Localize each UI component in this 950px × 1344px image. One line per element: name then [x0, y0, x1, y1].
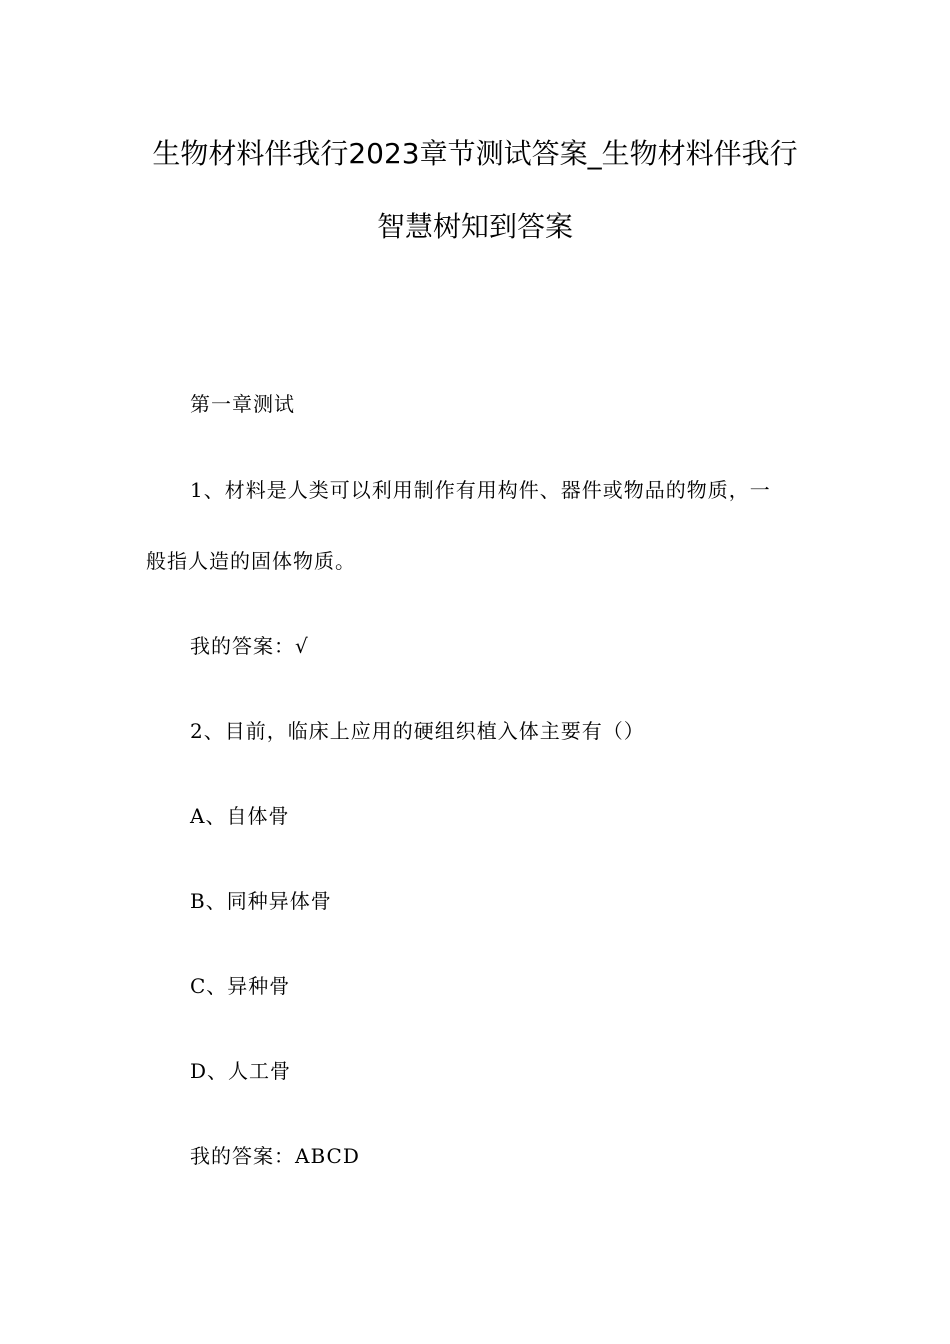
question-2-option-b: B、同种异体骨	[190, 889, 332, 913]
chapter-heading: 第一章测试	[190, 392, 295, 416]
question-2-text: 2、目前，临床上应用的硬组织植入体主要有（）	[190, 719, 645, 743]
question-2-option-a: A、自体骨	[190, 804, 290, 828]
question-1-answer: 我的答案：√	[190, 634, 309, 658]
question-2-option-d: D、人工骨	[190, 1059, 292, 1083]
question-1-text-line-2: 般指人造的固体物质。	[146, 549, 356, 573]
question-1-text-line-1: 1、材料是人类可以利用制作有用构件、器件或物品的物质，一	[190, 478, 771, 502]
question-2-option-c: C、异种骨	[190, 974, 291, 998]
question-2-answer: 我的答案：ABCD	[190, 1144, 360, 1168]
document-title-line-1: 生物材料伴我行2023章节测试答案_生物材料伴我行	[152, 137, 798, 170]
document-title-line-2: 智慧树知到答案	[376, 210, 573, 243]
